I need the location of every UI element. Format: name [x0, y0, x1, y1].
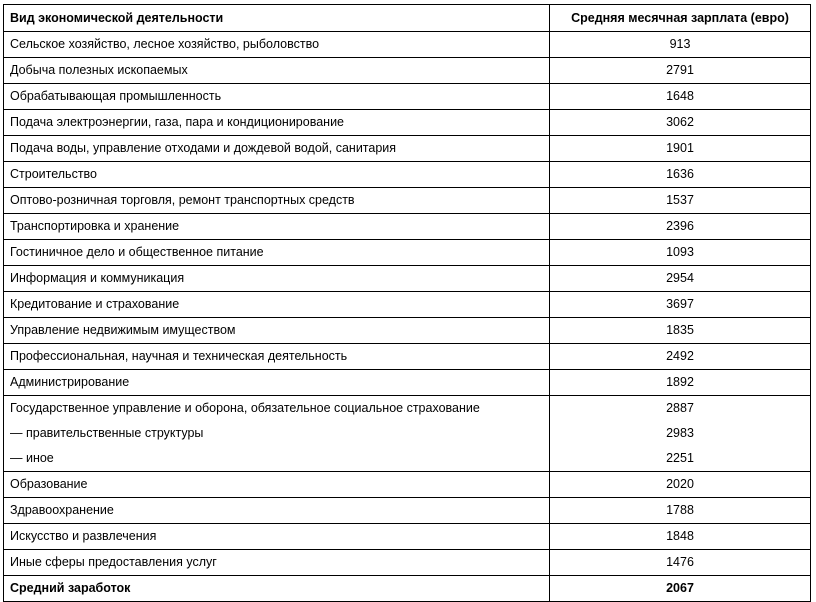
cell-activity: Средний заработок — [4, 576, 550, 602]
cell-salary: 3062 — [550, 110, 811, 136]
cell-activity: Гостиничное дело и общественное питание — [4, 240, 550, 266]
cell-activity: Добыча полезных ископаемых — [4, 58, 550, 84]
cell-salary: 1788 — [550, 498, 811, 524]
cell-salary: 1901 — [550, 136, 811, 162]
cell-salary: 1892 — [550, 370, 811, 396]
cell-activity: Государственное управление и оборона, обязательное социальное страхование — [4, 396, 550, 422]
table-row — [4, 58, 811, 84]
table-row — [4, 344, 811, 370]
cell-salary: 1476 — [550, 550, 811, 576]
cell-salary: 2020 — [550, 472, 811, 498]
table-row — [4, 266, 811, 292]
table-header-row — [4, 5, 811, 32]
table-body — [4, 32, 811, 602]
cell-activity: Сельское хозяйство, лесное хозяйство, рыболовство — [4, 32, 550, 58]
cell-salary: 2067 — [550, 576, 811, 602]
cell-salary: 2396 — [550, 214, 811, 240]
cell-salary: 1648 — [550, 84, 811, 110]
cell-activity: Обрабатывающая промышленность — [4, 84, 550, 110]
table-row — [4, 32, 811, 58]
cell-activity: Образование — [4, 472, 550, 498]
cell-salary: 2954 — [550, 266, 811, 292]
cell-salary: 1848 — [550, 524, 811, 550]
table-row — [4, 446, 811, 472]
table-row — [4, 110, 811, 136]
cell-activity: Искусство и развлечения — [4, 524, 550, 550]
cell-salary: 913 — [550, 32, 811, 58]
table-row — [4, 498, 811, 524]
table-row — [4, 240, 811, 266]
cell-activity: Администрирование — [4, 370, 550, 396]
cell-salary: 2887 — [550, 396, 811, 422]
cell-activity: Транспортировка и хранение — [4, 214, 550, 240]
cell-activity: Подача воды, управление отходами и дождевой водой, санитария — [4, 136, 550, 162]
table-row — [4, 318, 811, 344]
table-row — [4, 524, 811, 550]
table-row — [4, 84, 811, 110]
cell-salary: 2492 — [550, 344, 811, 370]
cell-activity: Профессиональная, научная и техническая деятельность — [4, 344, 550, 370]
cell-activity: Оптово-розничная торговля, ремонт транспортных средств — [4, 188, 550, 214]
table-row — [4, 214, 811, 240]
table-row — [4, 136, 811, 162]
cell-salary: 1636 — [550, 162, 811, 188]
cell-salary: 2251 — [550, 446, 811, 472]
column-header-salary: Средняя месячная зарплата (евро) — [550, 5, 811, 32]
cell-salary: 1537 — [550, 188, 811, 214]
cell-activity: Строительство — [4, 162, 550, 188]
table-header — [4, 5, 811, 32]
table-row — [4, 162, 811, 188]
table-row — [4, 421, 811, 446]
cell-activity: Информация и коммуникация — [4, 266, 550, 292]
table-row — [4, 188, 811, 214]
cell-activity: — иное — [4, 446, 550, 472]
table-row — [4, 370, 811, 396]
cell-activity: Управление недвижимым имуществом — [4, 318, 550, 344]
cell-activity: Кредитование и страхование — [4, 292, 550, 318]
cell-salary: 1093 — [550, 240, 811, 266]
column-header-activity: Вид экономической деятельности — [4, 5, 550, 32]
cell-salary: 3697 — [550, 292, 811, 318]
table-row — [4, 472, 811, 498]
salary-table — [3, 4, 811, 602]
cell-salary: 2983 — [550, 421, 811, 446]
cell-activity: Здравоохранение — [4, 498, 550, 524]
cell-activity: Подача электроэнергии, газа, пара и кондиционирование — [4, 110, 550, 136]
table-row — [4, 396, 811, 422]
table-row — [4, 576, 811, 602]
cell-activity: — правительственные структуры — [4, 421, 550, 446]
cell-activity: Иные сферы предоставления услуг — [4, 550, 550, 576]
cell-salary: 2791 — [550, 58, 811, 84]
table-row — [4, 292, 811, 318]
cell-salary: 1835 — [550, 318, 811, 344]
